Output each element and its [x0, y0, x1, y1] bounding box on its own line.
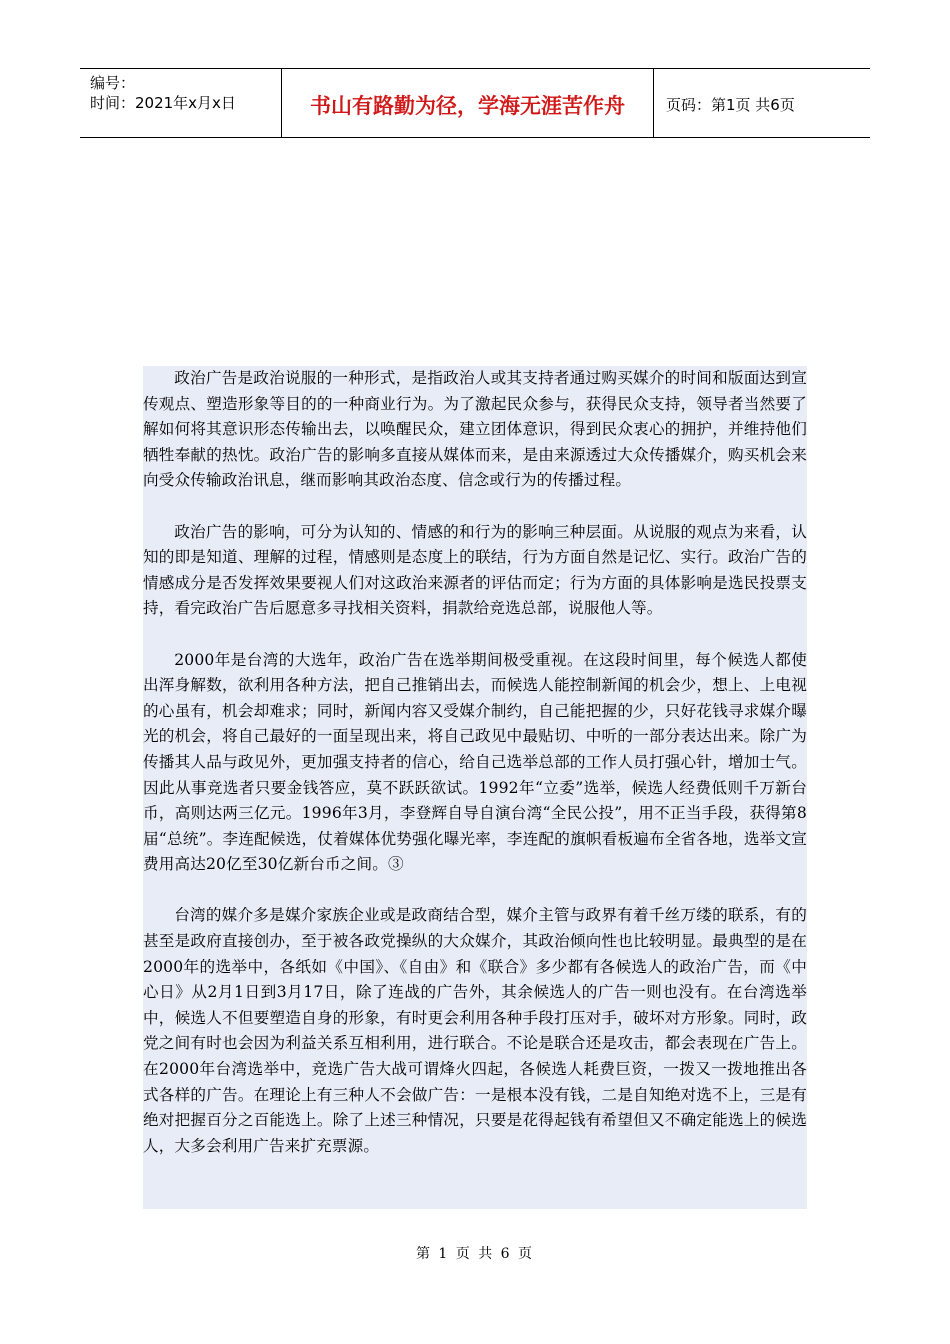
page-footer: 第 1 页 共 6 页	[415, 1246, 535, 1262]
paragraph-spacer	[143, 494, 807, 520]
paragraph-1: 政治广告是政治说服的一种形式，是指政治人或其支持者通过购买媒介的时间和版面达到宣传观点、塑造形象等目的的一种商业行为。为了激起民众参与，获得民众支持，领导者当然要了解如何将其意识形态传输出去，以唤醒民众，建立团体意识，得到民众衷心的拥护，并维持他们牺牲奉献的热忱。政治广告的影响多直接从媒体而来，是由来源透过大众传播媒介，购买机会来向受众传输政治讯息，继而影响其政治态度、信念或行为的传播过程。	[143, 369, 807, 490]
paragraph-spacer	[143, 878, 807, 904]
paragraph-3: 2000年是台湾的大选年，政治广告在选举期间极受重视。在这段时间里，每个候选人都使出浑身解数，欲利用各种方法，把自己推销出去，而候选人能控制新闻的机会少，想上、上电视的心虽有，机会却难求；同时，新闻内容又受媒介制约，自己能把握的少，只好花钱寻求媒介曝光的机会，将自己最好的一面呈现出来，将自己政见中最贴切、中听的一部分表达出来。除广为传播其人品与政见外，更加强支持者的信心，给自己选举总部的工作人员打强心针，增加士气。因此从事竞选者只要金钱答应，莫不跃跃欲试。1992年“立委”选举，候选人经费低则千万新台币，高则达两三亿元。1996年3月，李登辉自导自演台湾“全民公投”，用不正当手段，获得第8届“总统”。李连配候选，仗着媒体优势强化曝光率，李连配的旗帜看板遍布全省各地，选举文宣费用高达20亿至30亿新台币之间。③	[143, 650, 807, 874]
header-motto: 书山有路勤为径，学海无涯苦作舟	[282, 69, 654, 137]
document-number-label: 编号：	[90, 74, 136, 92]
header-page-info: 页码：第1页 共6页	[666, 95, 795, 114]
document-date: 时间：2021年x月x日	[90, 94, 236, 112]
paragraph-2: 政治广告的影响，可分为认知的、情感的和行为的影响三种层面。从说服的观点为来看，认知的即是知道、理解的过程，情感则是态度上的联结，行为方面自然是记忆、实行。政治广告的情感成分是否发挥效果要视人们对这政治来源者的评估而定；行为方面的具体影响是选民投票支持，看完政治广告后愿意多寻找相关资料，捐款给竞选总部，说服他人等。	[143, 522, 807, 618]
paragraph-4: 台湾的媒介多是媒介家族企业或是政商结合型，媒介主管与政界有着千丝万缕的联系，有的甚至是政府直接创办，至于被各政党操纵的大众媒介，其政治倾向性也比较明显。最典型的是在2000年的选举中，各纸如《中国》、《自由》和《联合》多少都有各候选人的政治广告，而《中心日》从2月1日到3月17日，除了连战的广告外，其余候选人的广告一则也没有。在台湾选举中，候选人不但要塑造自身的形象，有时更会利用各种手段打压对手，破坏对方形象。同时，政党之间有时也会因为利益关系互相利用，进行联合。不论是联合还是攻击，都会表现在广告上。在2000年台湾选举中，竞选广告大战可谓烽火四起，各候选人耗费巨资，一拨又一拨地推出各式各样的广告。在理论上有三种人不会做广告：一是根本没有钱，二是自知绝对选不上，三是有绝对把握百分之百能选上。除了上述三种情况，只要是花得起钱有希望但又不确定能选上的候选人，大多会利用广告来扩充票源。	[143, 906, 807, 1155]
document-body	[143, 366, 807, 1209]
page-header	[80, 68, 870, 138]
paragraph-spacer	[143, 622, 807, 648]
header-meta	[80, 69, 282, 137]
